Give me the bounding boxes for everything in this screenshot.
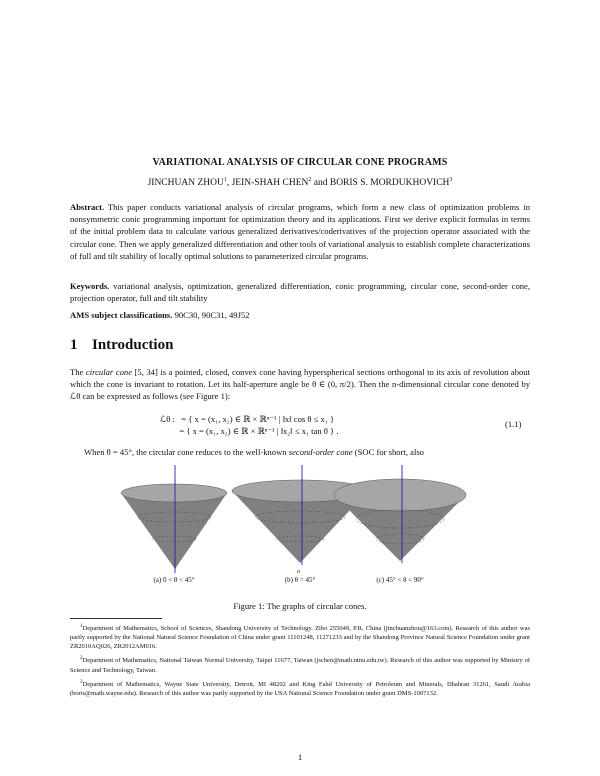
author-separator: , [226,178,232,189]
footnotes [70,622,530,701]
abstract-text: This paper conducts variational analysis of circular programs, which form a new class of optimization problems in nonsymmetric conic programming important for optimization theory and its applications. First we derive explicit formulas in terms of the initial problem data to calculate various generalized derivatives/coderivatives of the projection operator associated with the circular cone. Then we apply generalized differentiation and other tools of variational analysis to establish complete characterizations of full and tilt stability of locally optimal solutions to parameterized circular programs. [70,202,530,261]
footnote [70,622,530,651]
subcaption-a: (a) 0 < θ < 45° [153,576,195,584]
footnote [70,654,530,674]
page-number: 1 [297,752,303,762]
footnote-text: Department of Mathematics, School of Sciences, Shandong University of Technology. Zibo 255049, P.R. China (jinchuanzhou@163.com). Research of this author was partly supported by the National Natural Science Foundation of China under grant 11101248, 11271233 and by the Shandong Province Natural Science Foundation under grant ZR2010AQ026, ZR2012AM016. [70,625,530,651]
footnote-mark: 1 [80,624,83,629]
subcaption-c: (c) 45° < θ < 90° [376,576,424,584]
when-emphasis: second-order cone [288,447,353,457]
axis-origin-label: o [297,569,300,575]
author-name: BORIS S. MORDUKHOVICH [329,178,450,189]
when-text: (SOC for short, also [352,447,424,457]
figure-caption: Figure 1: The graphs of circular cones. [233,601,367,611]
intro-emphasis: circular cone [85,367,133,377]
ams-label: AMS subject classifications. [70,310,173,320]
footnote-mark: 3 [80,679,83,685]
equation-line: = { x = (x₁, x₂) ∈ ℝ × ℝⁿ⁻¹ | ‖x₂‖ ≤ x₁ tan θ } . [160,426,339,436]
footnote-text: Department of Mathematics, National Taiwan Normal University, Taipei 11677, Taiwan (jschen@math.ntnu.edu.tw). Research of this author was supported by Ministry of Science and Technology, Taiwan. [70,657,530,674]
cone-body [121,493,227,569]
cone-figure-a [118,465,230,575]
author-name: JEIN-SHAH CHEN [231,178,309,189]
footnote [70,678,530,698]
cone-figure-c [332,465,468,575]
section-heading [70,337,173,354]
keywords-label: Keywords. [70,281,110,291]
equation-block [160,413,338,437]
cone-top [121,484,227,502]
author-list [0,177,600,188]
footnote-mark: 2 [80,656,83,662]
intro-paragraph [70,366,530,403]
abstract-label: Abstract. [70,202,105,212]
keywords [70,280,530,304]
author-mark: 2 [308,177,312,183]
author-mark: 1 [223,177,227,183]
when-paragraph [70,446,530,458]
when-text: When θ = 45°, the circular cone reduces to the well-known [84,447,289,457]
equation-line: ℒθ : = { x = (x₁, x₂) ∈ ℝ × ℝⁿ⁻¹ | ‖x‖ cos θ ≤ x₁ } [160,414,335,424]
author-separator: and [311,178,330,189]
intro-text: The [70,367,86,377]
footnote-text: Department of Mathematics, Wayne State University, Detroit, MI 48202 and King Fahd University of Petroleum and Minerals, Dhahran 31261, Saudi Arabia (boris@math.wayne.edu). Research of this author was partly supported by the USA National Science Foundation under grant DMS-1007132. [70,680,530,698]
ams-text: 90C30, 90C31, 49J52 [174,310,250,320]
cone-top [334,479,466,511]
section-number: 1 [70,337,78,353]
section-title: Introduction [92,337,174,353]
author-mark: 3 [449,177,453,183]
footnote-rule [70,618,162,619]
abstract [70,201,530,262]
equation-number: (1.1) [505,419,522,429]
keywords-text: variational analysis, optimization, generalized differentiation, conic programming, circular cone, second-order cone, projection operator, full and tilt stability [70,281,530,304]
intro-text: [5, 34] is a pointed, closed, convex cone having hyperspherical sections orthogonal to its axis of revolution about which the cone is invariant to rotation. Let its half-aperture angle be θ ∈ (0, π/2). Then the n-dimensional circular cone denoted by ℒθ can be expressed as follows (see Figure 1): [70,367,530,402]
paper-title: VARIATIONAL ANALYSIS OF CIRCULAR CONE PROGRAMS [152,157,448,168]
author-name: JINCHUAN ZHOU [147,178,224,189]
subcaption-b: (b) θ = 45° [284,576,316,584]
ams-classifications [70,309,530,321]
